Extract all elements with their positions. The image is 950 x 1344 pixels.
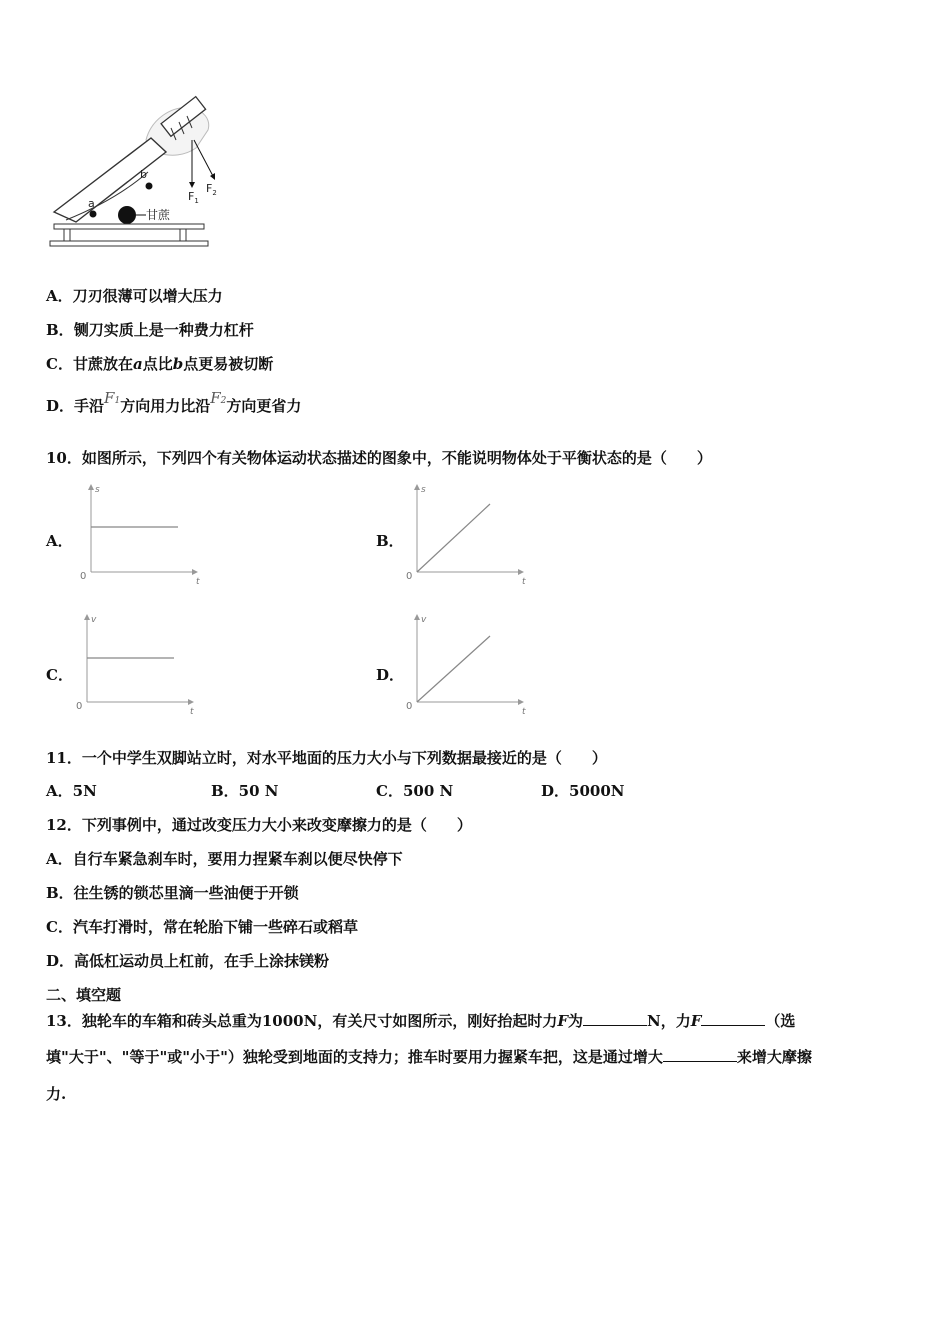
- svg-text:F2: [206, 182, 217, 197]
- q13-part1: 13．独轮车的车箱和砖头总重为1000N，有关尺寸如图所示，刚好抬起时力: [46, 1012, 558, 1030]
- q9-d-f2: F: [210, 389, 221, 407]
- q13-line3: 力.: [46, 1085, 67, 1103]
- q10-graph-b: [400, 482, 530, 586]
- q9-d-f1: F: [104, 389, 115, 407]
- q10-b-xaxis: t: [522, 577, 526, 587]
- q10-graph-a: [74, 482, 204, 586]
- q9-d-f1-sub: 1: [114, 396, 121, 406]
- q10-b-letter: B．: [376, 532, 404, 550]
- q11-option-c: C．500 N: [376, 782, 454, 800]
- q12-option-d: D．高低杠运动员上杠前，在手上涂抹镁粉: [46, 952, 330, 970]
- q13-blank-3[interactable]: [663, 1047, 737, 1062]
- q9-c-text-before: 甘蔗放在: [72, 355, 133, 373]
- label-f2: F: [206, 182, 213, 195]
- q11-option-a: A．5N: [46, 782, 97, 800]
- q13-part3: N，力: [647, 1012, 691, 1030]
- q10-c-yaxis: v: [91, 615, 97, 625]
- q13-line2: [46, 1047, 812, 1067]
- q10-b-origin: 0: [406, 571, 413, 582]
- label-sugarcane: 甘蔗: [146, 208, 171, 222]
- q9-c-text-mid: 点比: [142, 355, 173, 373]
- q10-a-yaxis: s: [95, 485, 100, 495]
- q9-b-letter: B．: [46, 321, 74, 339]
- q13-var-f: F: [557, 1012, 568, 1030]
- q10-d-yaxis: v: [421, 615, 427, 625]
- label-f1-sub: 1: [194, 197, 199, 205]
- q9-option-c: [46, 354, 273, 374]
- q10-d-line: [417, 636, 490, 702]
- q9-a-text: 刀刃很薄可以增大压力: [72, 287, 223, 305]
- q10-d-xaxis: t: [522, 707, 526, 717]
- label-b: b: [140, 168, 147, 181]
- q9-c-letter: C．: [46, 355, 73, 373]
- q10-c-origin: 0: [76, 701, 83, 712]
- q9-a-letter: A．: [46, 287, 73, 305]
- q13-blank-2[interactable]: [701, 1011, 765, 1026]
- arrow-f2: [194, 140, 214, 178]
- q13-line2-text: 填"大于"、"等于"或"小于"）独轮受到地面的支持力；推车时要用力握紧车把，这是通过增大: [46, 1048, 663, 1066]
- q9-d-text-before: 手沿: [74, 397, 105, 415]
- q9-c-var-a: a: [132, 355, 143, 373]
- sugarcane: [118, 206, 136, 224]
- q12-stem: 12．下列事例中，通过改变压力大小来改变摩擦力的是（ ）: [46, 816, 472, 834]
- q13-part2: 为: [568, 1012, 584, 1030]
- q10-d-letter: D．: [376, 666, 405, 684]
- q11-option-b: B．50 N: [211, 782, 279, 800]
- q9-d-f2-sub: 2: [220, 396, 227, 406]
- q10-c-xaxis: t: [190, 707, 194, 717]
- q10-a-origin: 0: [80, 571, 87, 582]
- q10-graph-c: [70, 612, 200, 716]
- svg-text:F1: [188, 190, 199, 205]
- q9-c-text-after: 点更易被切断: [183, 355, 274, 373]
- label-f1: F: [188, 190, 195, 203]
- cutter-figure: [46, 100, 216, 252]
- q13-line2-end: 来增大摩擦: [736, 1048, 812, 1066]
- section-title: 二、填空题: [46, 986, 122, 1004]
- q9-d-text-after: 方向更省力: [226, 397, 302, 415]
- q10-stem: 10．如图所示，下列四个有关物体运动状态描述的图象中，不能说明物体处于平衡状态的是（ ）: [46, 449, 712, 467]
- q9-c-var-b: b: [172, 355, 184, 373]
- q13-var-f2: F: [690, 1012, 702, 1030]
- q9-d-letter: D．: [46, 397, 75, 415]
- q10-a-xaxis: t: [196, 577, 200, 587]
- q10-d-origin: 0: [406, 701, 413, 712]
- label-f2-sub: 2: [212, 189, 217, 197]
- point-a: [90, 211, 97, 218]
- table-top: [54, 224, 204, 229]
- q10-a-letter: A．: [46, 532, 73, 550]
- q9-option-b: [46, 320, 254, 340]
- q12-option-b: B．往生锈的锁芯里滴一些油便于开锁: [46, 884, 299, 902]
- q10-c-letter: C．: [46, 666, 73, 684]
- q11-stem: 11．一个中学生双脚站立时，对水平地面的压力大小与下列数据最接近的是（ ）: [46, 749, 607, 767]
- q10-b-yaxis: s: [421, 485, 426, 495]
- q10-b-line: [417, 504, 490, 572]
- label-a: a: [88, 197, 95, 210]
- q9-b-text: 铡刀实质上是一种费力杠杆: [73, 321, 254, 339]
- q13-part4: （选: [765, 1012, 796, 1030]
- q9-option-d: [46, 389, 302, 419]
- q10-graph-d: [400, 612, 530, 716]
- q12-option-a: A．自行车紧急刹车时，要用力捏紧车刹以便尽快停下: [46, 850, 403, 868]
- q9-d-text-mid: 方向用力比沿: [120, 397, 211, 415]
- q9-option-a: [46, 286, 223, 306]
- q13-line1: [46, 1011, 795, 1031]
- q12-option-c: C．汽车打滑时，常在轮胎下铺一些碎石或稻草: [46, 918, 358, 936]
- q11-option-d: D．5000N: [541, 782, 625, 800]
- q13-blank-1[interactable]: [583, 1011, 647, 1026]
- table-base: [50, 241, 208, 246]
- point-b: [146, 183, 153, 190]
